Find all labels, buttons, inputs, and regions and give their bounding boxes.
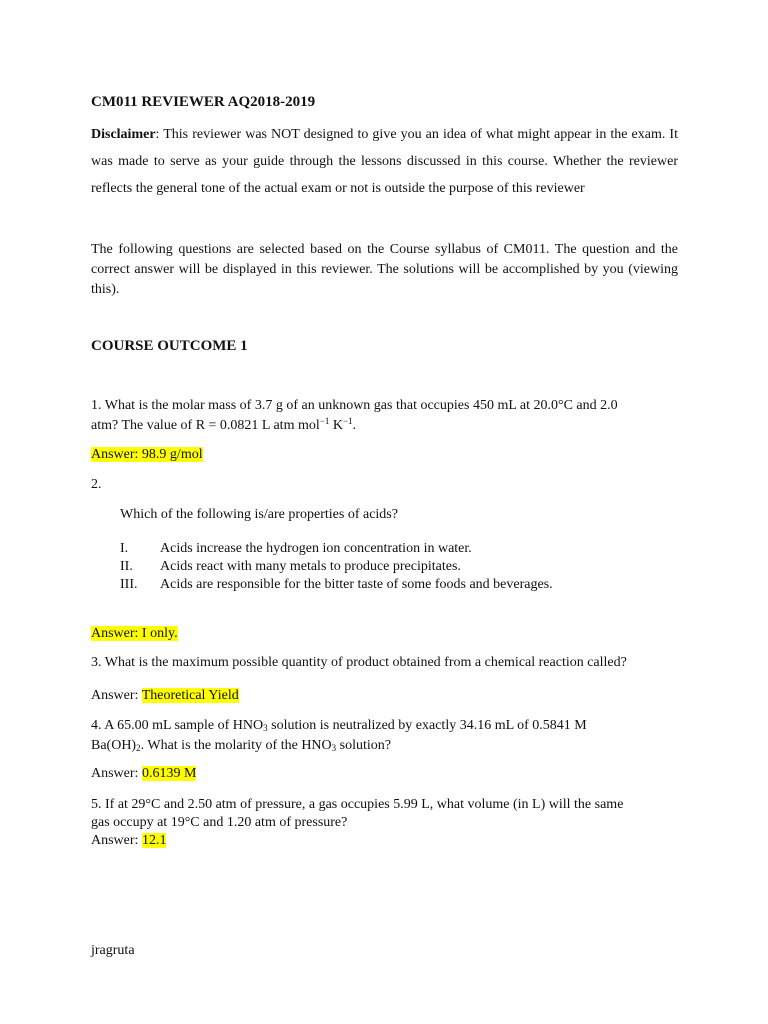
option-2-text: Acids react with many metals to produce precipitates. <box>160 559 461 574</box>
q4-text-a: 4. A 65.00 mL sample of HNO <box>91 718 264 733</box>
q4-subscript-2: 2 <box>136 743 141 753</box>
footer-author: jragruta <box>91 943 135 958</box>
question-3: 3. What is the maximum possible quantity of product obtained from a chemical reaction called? <box>91 655 627 670</box>
q4-text-d: . What is the molarity of the HNO <box>140 738 332 753</box>
option-2-numeral: II. <box>120 559 133 574</box>
question-2-prompt: Which of the following is/are properties of acids? <box>120 507 398 522</box>
section-heading: COURSE OUTCOME 1 <box>91 338 248 354</box>
q4-text-b: solution is neutralized by exactly 34.16 mL of 0.5841 M <box>267 718 587 733</box>
answer-4 <box>91 766 196 782</box>
disclaimer-paragraph <box>91 121 678 202</box>
answer-5-label: Answer: <box>91 833 142 848</box>
q1-text-c: . <box>352 418 357 433</box>
answer-1-highlight: Answer: 98.9 g/mol <box>91 447 203 462</box>
question-4-line-2 <box>91 738 391 754</box>
document-title: CM011 REVIEWER AQ2018-2019 <box>91 94 316 110</box>
answer-5 <box>91 833 166 849</box>
answer-3 <box>91 688 239 704</box>
disclaimer-label: Disclaimer <box>91 127 156 142</box>
q4-text-e: solution? <box>336 738 391 753</box>
answer-1 <box>91 447 203 463</box>
question-5-line-1: 5. If at 29°C and 2.50 atm of pressure, a gas occupies 5.99 L, what volume (in L) will the same <box>91 797 624 812</box>
answer-3-highlight: Theoretical Yield <box>141 688 239 703</box>
question-4-line-1 <box>91 718 587 734</box>
option-1-text: Acids increase the hydrogen ion concentration in water. <box>160 541 472 556</box>
answer-2-highlight: Answer: I only. <box>91 626 178 641</box>
question-2-number: 2. <box>91 477 102 492</box>
question-1-line-1: 1. What is the molar mass of 3.7 g of an unknown gas that occupies 450 mL at 20.0°C and 2.0 <box>91 398 618 413</box>
q1-text-a: atm? The value of R = 0.0821 L atm mol <box>91 418 320 433</box>
q1-exponent-2: −1 <box>342 416 353 426</box>
answer-5-highlight: 12.1 <box>141 833 167 848</box>
option-1-numeral: I. <box>120 541 129 556</box>
question-1-line-2 <box>91 418 356 434</box>
answer-3-label: Answer: <box>91 688 142 703</box>
disclaimer-text: : This reviewer was NOT designed to give you an idea of what might appear in the exam. It was made to serve as your guide through the lessons discussed in this course. Whether the reviewer reflects the general tone of the actual exam or not is outside the purpose of this reviewer <box>91 127 678 196</box>
q1-text-b: K <box>329 418 343 433</box>
option-3-numeral: III. <box>120 577 138 592</box>
answer-4-label: Answer: <box>91 766 142 781</box>
q4-subscript-1: 3 <box>263 723 268 733</box>
q4-text-c: Ba(OH) <box>91 738 137 753</box>
answer-2 <box>91 626 178 642</box>
q4-subscript-3: 3 <box>331 743 337 753</box>
intro-paragraph: The following questions are selected based on the Course syllabus of CM011. The question and the correct answer will be displayed in this reviewer. The solutions will be accomplished by you (viewing this). <box>91 242 678 297</box>
option-3-text: Acids are responsible for the bitter taste of some foods and beverages. <box>160 577 553 592</box>
q1-exponent-1: −1 <box>319 416 330 426</box>
answer-4-highlight: 0.6139 M <box>141 766 197 781</box>
question-5-line-2: gas occupy at 19°C and 1.20 atm of pressure? <box>91 815 348 830</box>
